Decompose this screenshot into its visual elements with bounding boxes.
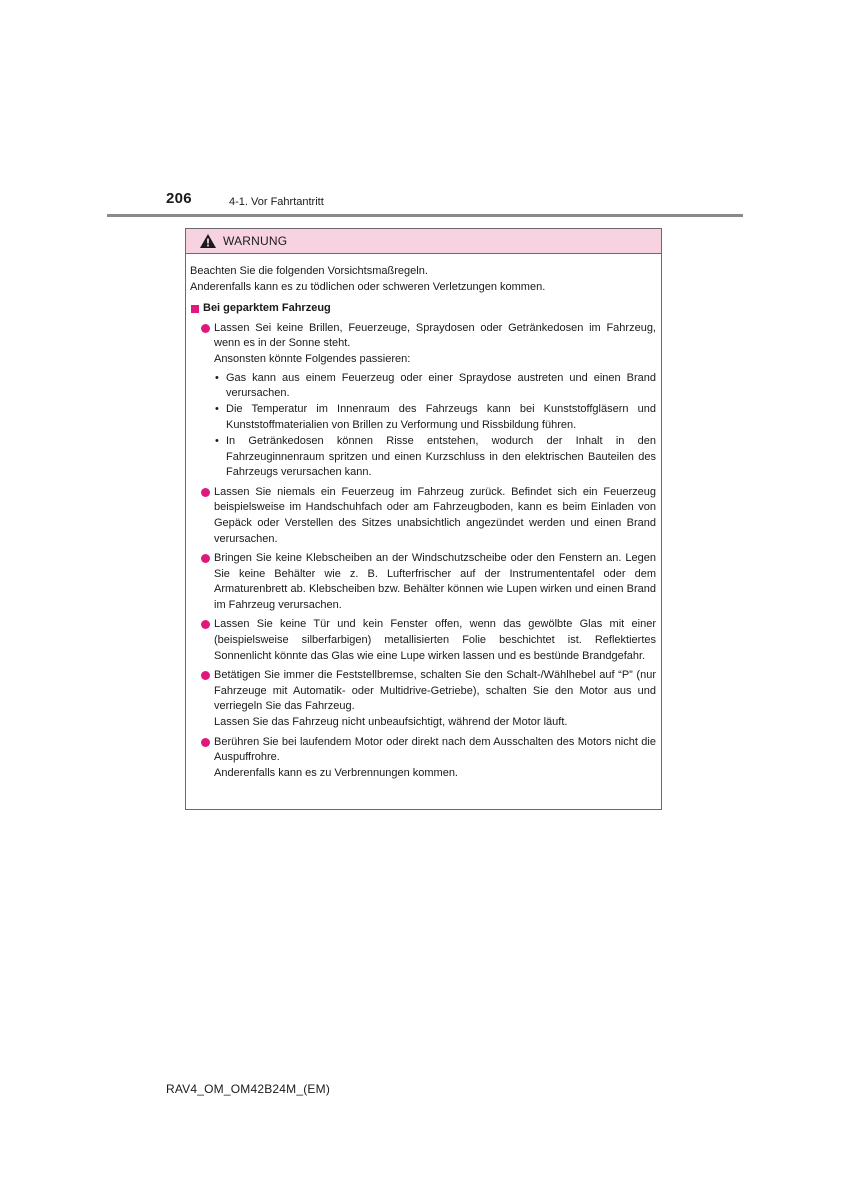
warning-item xyxy=(190,321,656,481)
circle-bullet-icon xyxy=(201,620,210,629)
warning-intro xyxy=(190,264,656,295)
section-title: 4-1. Vor Fahrtantritt xyxy=(229,196,324,208)
sub-bullet-text: In Getränkedosen können Risse entstehen, wodurch der Inhalt in den Fahrzeuginnenraum spritzen und einen Kurzschluss in den elektrischen Bauteilen des Fahrzeugs verursachen kann. xyxy=(226,434,656,479)
sub-bullet-item xyxy=(214,434,656,481)
square-bullet-icon xyxy=(191,305,199,313)
item-text-continued: Ansonsten könnte Folgendes passieren: xyxy=(214,352,411,365)
document-code: RAV4_OM_OM42B24M_(EM) xyxy=(166,1082,331,1096)
subheading-text: Bei geparktem Fahrzeug xyxy=(203,302,331,315)
warning-body xyxy=(186,254,661,781)
item-text: Lassen Sei keine Brillen, Feuerzeuge, Spraydosen oder Getränkedosen im Fahrzeug, wenn es in der Sonne steht. xyxy=(214,321,656,350)
warning-triangle-icon xyxy=(199,233,217,249)
sub-bullet-item xyxy=(214,402,656,433)
sub-bullet-text: Gas kann aus einem Feuerzeug oder einer Spraydose austreten und einen Brand verursachen. xyxy=(226,371,656,400)
warning-item xyxy=(190,551,656,613)
item-text: Lassen Sie keine Tür und kein Fenster offen, wenn das gewölbte Glas mit einer (beispielsweise silberfarbigen) metallisierten Folie beschichtet ist. Reflektiertes Sonnenlicht könnte das Glas wie eine Lupe wirken lassen und es bestünde Brandgefahr. xyxy=(214,618,656,662)
middot-bullet-icon: • xyxy=(215,434,219,447)
subheading xyxy=(190,301,656,317)
item-text: Betätigen Sie immer die Feststellbremse, schalten Sie den Schalt-/Wählhebel auf “P” (nur Fahrzeuge mit Automatik- oder Multidrive-Getriebe), schalten Sie den Motor aus und verriegeln Sie das Fahrzeug. xyxy=(214,669,656,713)
sub-bullet-item xyxy=(214,371,656,402)
intro-line: Beachten Sie die folgenden Vorsichtsmaßregeln. xyxy=(190,265,428,277)
page-number: 206 xyxy=(166,190,192,207)
item-text: Berühren Sie bei laufendem Motor oder direkt nach dem Ausschalten des Motors nicht die Auspuffrohre. xyxy=(214,735,656,764)
middot-bullet-icon: • xyxy=(215,371,219,384)
intro-line: Anderenfalls kann es zu tödlichen oder schweren Verletzungen kommen. xyxy=(190,280,546,293)
item-text: Lassen Sie niemals ein Feuerzeug im Fahrzeug zurück. Befindet sich ein Feuerzeug beispielsweise im Handschuhfach oder am Fahrzeugboden, kann es beim Einladen von Gepäck oder Verstellen des Sitzes unabsichtlich angezündet werden und einen Brand verursachen. xyxy=(214,485,656,545)
warning-item xyxy=(190,668,656,730)
header-rule xyxy=(107,214,743,217)
warning-item xyxy=(190,617,656,664)
warning-item xyxy=(190,485,656,547)
warning-box xyxy=(185,228,662,810)
circle-bullet-icon xyxy=(201,554,210,563)
warning-label: WARNUNG xyxy=(223,234,288,248)
item-text-continued: Anderenfalls kann es zu Verbrennungen kommen. xyxy=(214,766,458,779)
warning-header xyxy=(186,229,661,254)
circle-bullet-icon xyxy=(201,671,210,680)
item-text-continued: Lassen Sie das Fahrzeug nicht unbeaufsichtigt, während der Motor läuft. xyxy=(214,716,568,729)
circle-bullet-icon xyxy=(201,488,210,497)
circle-bullet-icon xyxy=(201,738,210,747)
sub-bullet-list xyxy=(214,371,656,481)
middot-bullet-icon: • xyxy=(215,403,219,416)
item-text: Bringen Sie keine Klebscheiben an der Windschutzscheibe oder den Fenstern an. Legen Sie keine Behälter wie z. B. Lufterfrischer auf der Instrumententafel oder dem Armaturenbrett ab. Klebscheiben bzw. Behälter können wie Lupen wirken und einen Brand im Fahrzeug verursachen. xyxy=(214,552,656,611)
circle-bullet-icon xyxy=(201,324,210,333)
warning-item xyxy=(190,735,656,782)
sub-bullet-text: Die Temperatur im Innenraum des Fahrzeugs kann bei Kunststoffgläsern und Kunststoffmaterialien von Brillen zu Verformung und Rissbildung führen. xyxy=(226,403,656,431)
warning-item-list xyxy=(190,321,656,782)
